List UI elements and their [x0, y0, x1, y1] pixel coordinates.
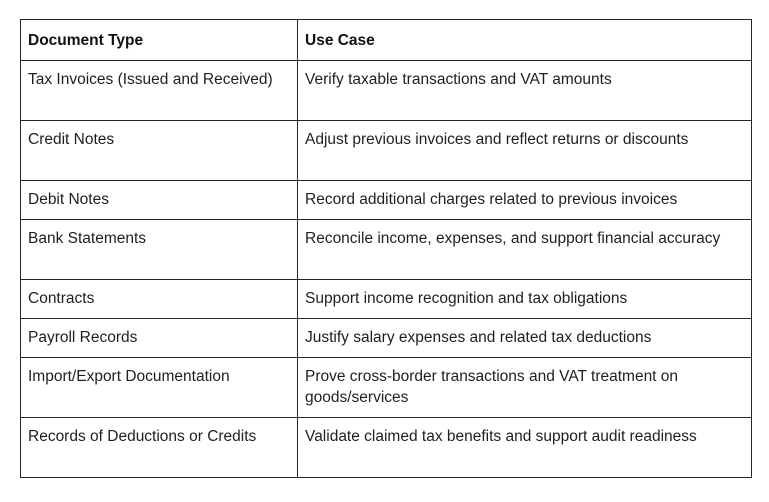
table-row [21, 181, 752, 220]
document-type-cell: Contracts [21, 280, 298, 319]
document-type-cell: Debit Notes [21, 181, 298, 220]
table-row [21, 220, 752, 280]
use-case-cell: Verify taxable transactions and VAT amounts [298, 61, 752, 121]
table-row [21, 418, 752, 478]
use-case-cell: Adjust previous invoices and reflect returns or discounts [298, 121, 752, 181]
document-type-cell: Credit Notes [21, 121, 298, 181]
use-case-cell: Reconcile income, expenses, and support financial accuracy [298, 220, 752, 280]
table-row [21, 61, 752, 121]
use-case-cell: Validate claimed tax benefits and support audit readiness [298, 418, 752, 478]
document-table [20, 19, 752, 478]
use-case-cell: Prove cross-border transactions and VAT treatment on goods/services [298, 358, 752, 418]
table-header-row [21, 20, 752, 61]
table-row [21, 319, 752, 358]
document-type-cell: Payroll Records [21, 319, 298, 358]
use-case-cell: Record additional charges related to previous invoices [298, 181, 752, 220]
document-type-cell: Tax Invoices (Issued and Received) [21, 61, 298, 121]
document-type-cell: Bank Statements [21, 220, 298, 280]
header-document-type: Document Type [21, 20, 298, 61]
table-row [21, 121, 752, 181]
use-case-cell: Support income recognition and tax obligations [298, 280, 752, 319]
header-use-case: Use Case [298, 20, 752, 61]
document-type-cell: Import/Export Documentation [21, 358, 298, 418]
table-row [21, 280, 752, 319]
use-case-cell: Justify salary expenses and related tax deductions [298, 319, 752, 358]
table-row [21, 358, 752, 418]
document-type-cell: Records of Deductions or Credits [21, 418, 298, 478]
